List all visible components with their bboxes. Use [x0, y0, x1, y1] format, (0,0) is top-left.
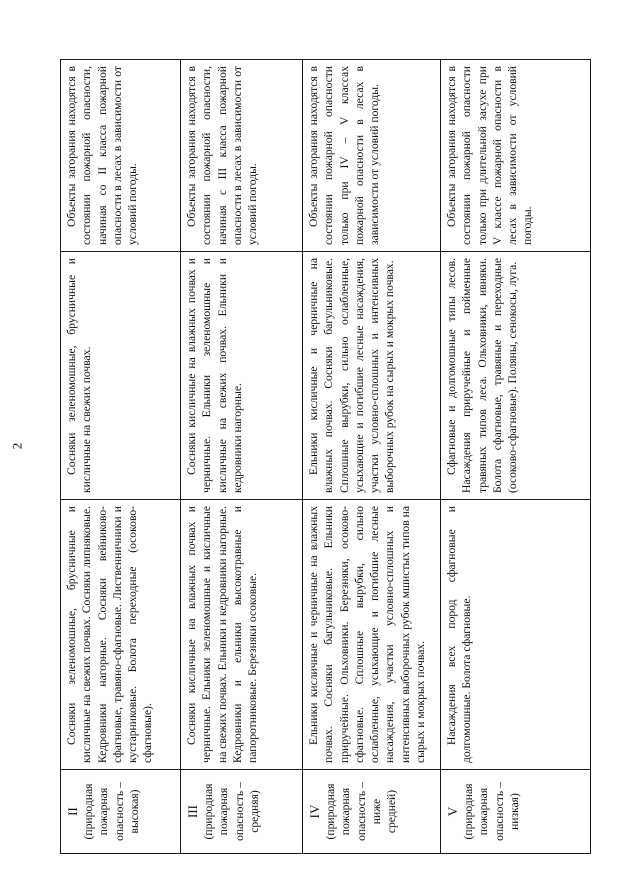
- forest-types-cell: [61, 500, 181, 770]
- class-description: (природная пожарная опасность – средняя): [202, 782, 262, 841]
- conditions-text: Сфагновые и долгомошные типы лесов. Насаждения приручейные и пойменные травяных типов леса. Ольховники, ивняки. Болота сфагновые, травяные и переходные (осоково-сфагновые). Поляны, сенокосы, луга.: [445, 258, 520, 493]
- class-number: III: [185, 805, 200, 818]
- fire-objects-text: Объекты загорания находятся в состоянии пожарной опасности только при IV – V классах пожарной опасности в лесах в зависимости от условий погоды.: [307, 66, 382, 245]
- fire-objects-cell: [441, 60, 591, 252]
- forest-types-text: Сосняки кисличные на влажных почвах и черничные. Ельники зеленомошные и кисличные на свежих почвах. Ельники и кедровники нагорные. Кедровники и ельники высокотравные и папоротниковые. Березняки осоковые.: [185, 506, 260, 763]
- class-cell: [181, 770, 303, 854]
- conditions-cell: [303, 252, 441, 500]
- table-row: [181, 60, 303, 854]
- class-number: II: [65, 807, 80, 816]
- class-cell: [61, 770, 181, 854]
- conditions-text: Ельники кисличные и черничные на влажных почвах. Сосняки багульниковые. Сплошные вырубки, сильно ослабленные, усыхающие и погибшие лесные насаждения, участки условно-сплошных и интенсивных выборочных рубок на сырых и мокрых почвах.: [307, 258, 397, 493]
- fire-objects-text: Объекты загорания находятся в состоянии пожарной опасности только при длительной засухе при V классе пожарной опасности в лесах в зависимости от условий погоды.: [445, 66, 535, 245]
- forest-types-cell: [441, 500, 591, 770]
- fire-objects-text: Объекты загорания находятся в состоянии пожарной опасности, начиная с III класса пожарной опасности в лесах в зависимости от условий погоды.: [185, 66, 260, 245]
- conditions-text: Сосняки зеленомошные, брусничные и кисличные на свежих почвах.: [65, 258, 94, 493]
- page-number: 2: [9, 442, 25, 450]
- forest-types-text: Насаждения всех пород сфагновые и долгомошные. Болота сфагновые.: [445, 506, 474, 763]
- conditions-cell: [181, 252, 303, 500]
- class-description: (природная пожарная опасность – ниже средней): [324, 782, 399, 841]
- table-row: [303, 60, 441, 854]
- class-description: (природная пожарная опасность – высокая): [82, 782, 142, 841]
- table-row: [61, 60, 181, 854]
- conditions-cell: [441, 252, 591, 500]
- fire-objects-text: Объекты загорания находятся в состоянии пожарной опасности, начиная со II класса пожарной опасности в лесах в зависимости от условий погоды.: [65, 66, 140, 245]
- table-row: [441, 60, 591, 854]
- rotated-page-content: [60, 60, 590, 854]
- fire-objects-cell: [303, 60, 441, 252]
- conditions-cell: [61, 252, 181, 500]
- forest-types-text: Сосняки зеленомошные, брусничные и кисличные на свежих почвах. Сосняки липняковые. Кедровники нагорные. Сосняки вейниково-сфагновые, травяно-сфагновые. Лиственничники и кустарниковые. Болота переходные (осоково-сфагновые).: [65, 506, 155, 763]
- class-description: (природная пожарная опасность – низкая): [462, 782, 522, 841]
- fire-hazard-class-table: [60, 59, 591, 854]
- class-cell: [303, 770, 441, 854]
- class-cell: [441, 770, 591, 854]
- class-number: IV: [307, 804, 322, 819]
- conditions-text: Сосняки кисличные на влажных почвах и черничные. Ельники зеленомошные и кисличные на свежих почвах. Ельники и кедровники нагорные.: [185, 258, 244, 493]
- forest-types-cell: [181, 500, 303, 770]
- forest-types-text: Ельники кисличные и черничные на влажных почвах. Сосняки багульниковые. Ельники приручейные. Ольховники. Березняки, осоково-сфагновые. Сплошные вырубки, сильно ослабленные, усыхающие и погибшие лесные насаждения, участки условно-сплошных и интенсивных выборочных рубок мшистых типов на сырых и мокрых почвах.: [307, 506, 428, 763]
- fire-objects-cell: [181, 60, 303, 252]
- class-number: V: [445, 806, 460, 817]
- fire-objects-cell: [61, 60, 181, 252]
- forest-types-cell: [303, 500, 441, 770]
